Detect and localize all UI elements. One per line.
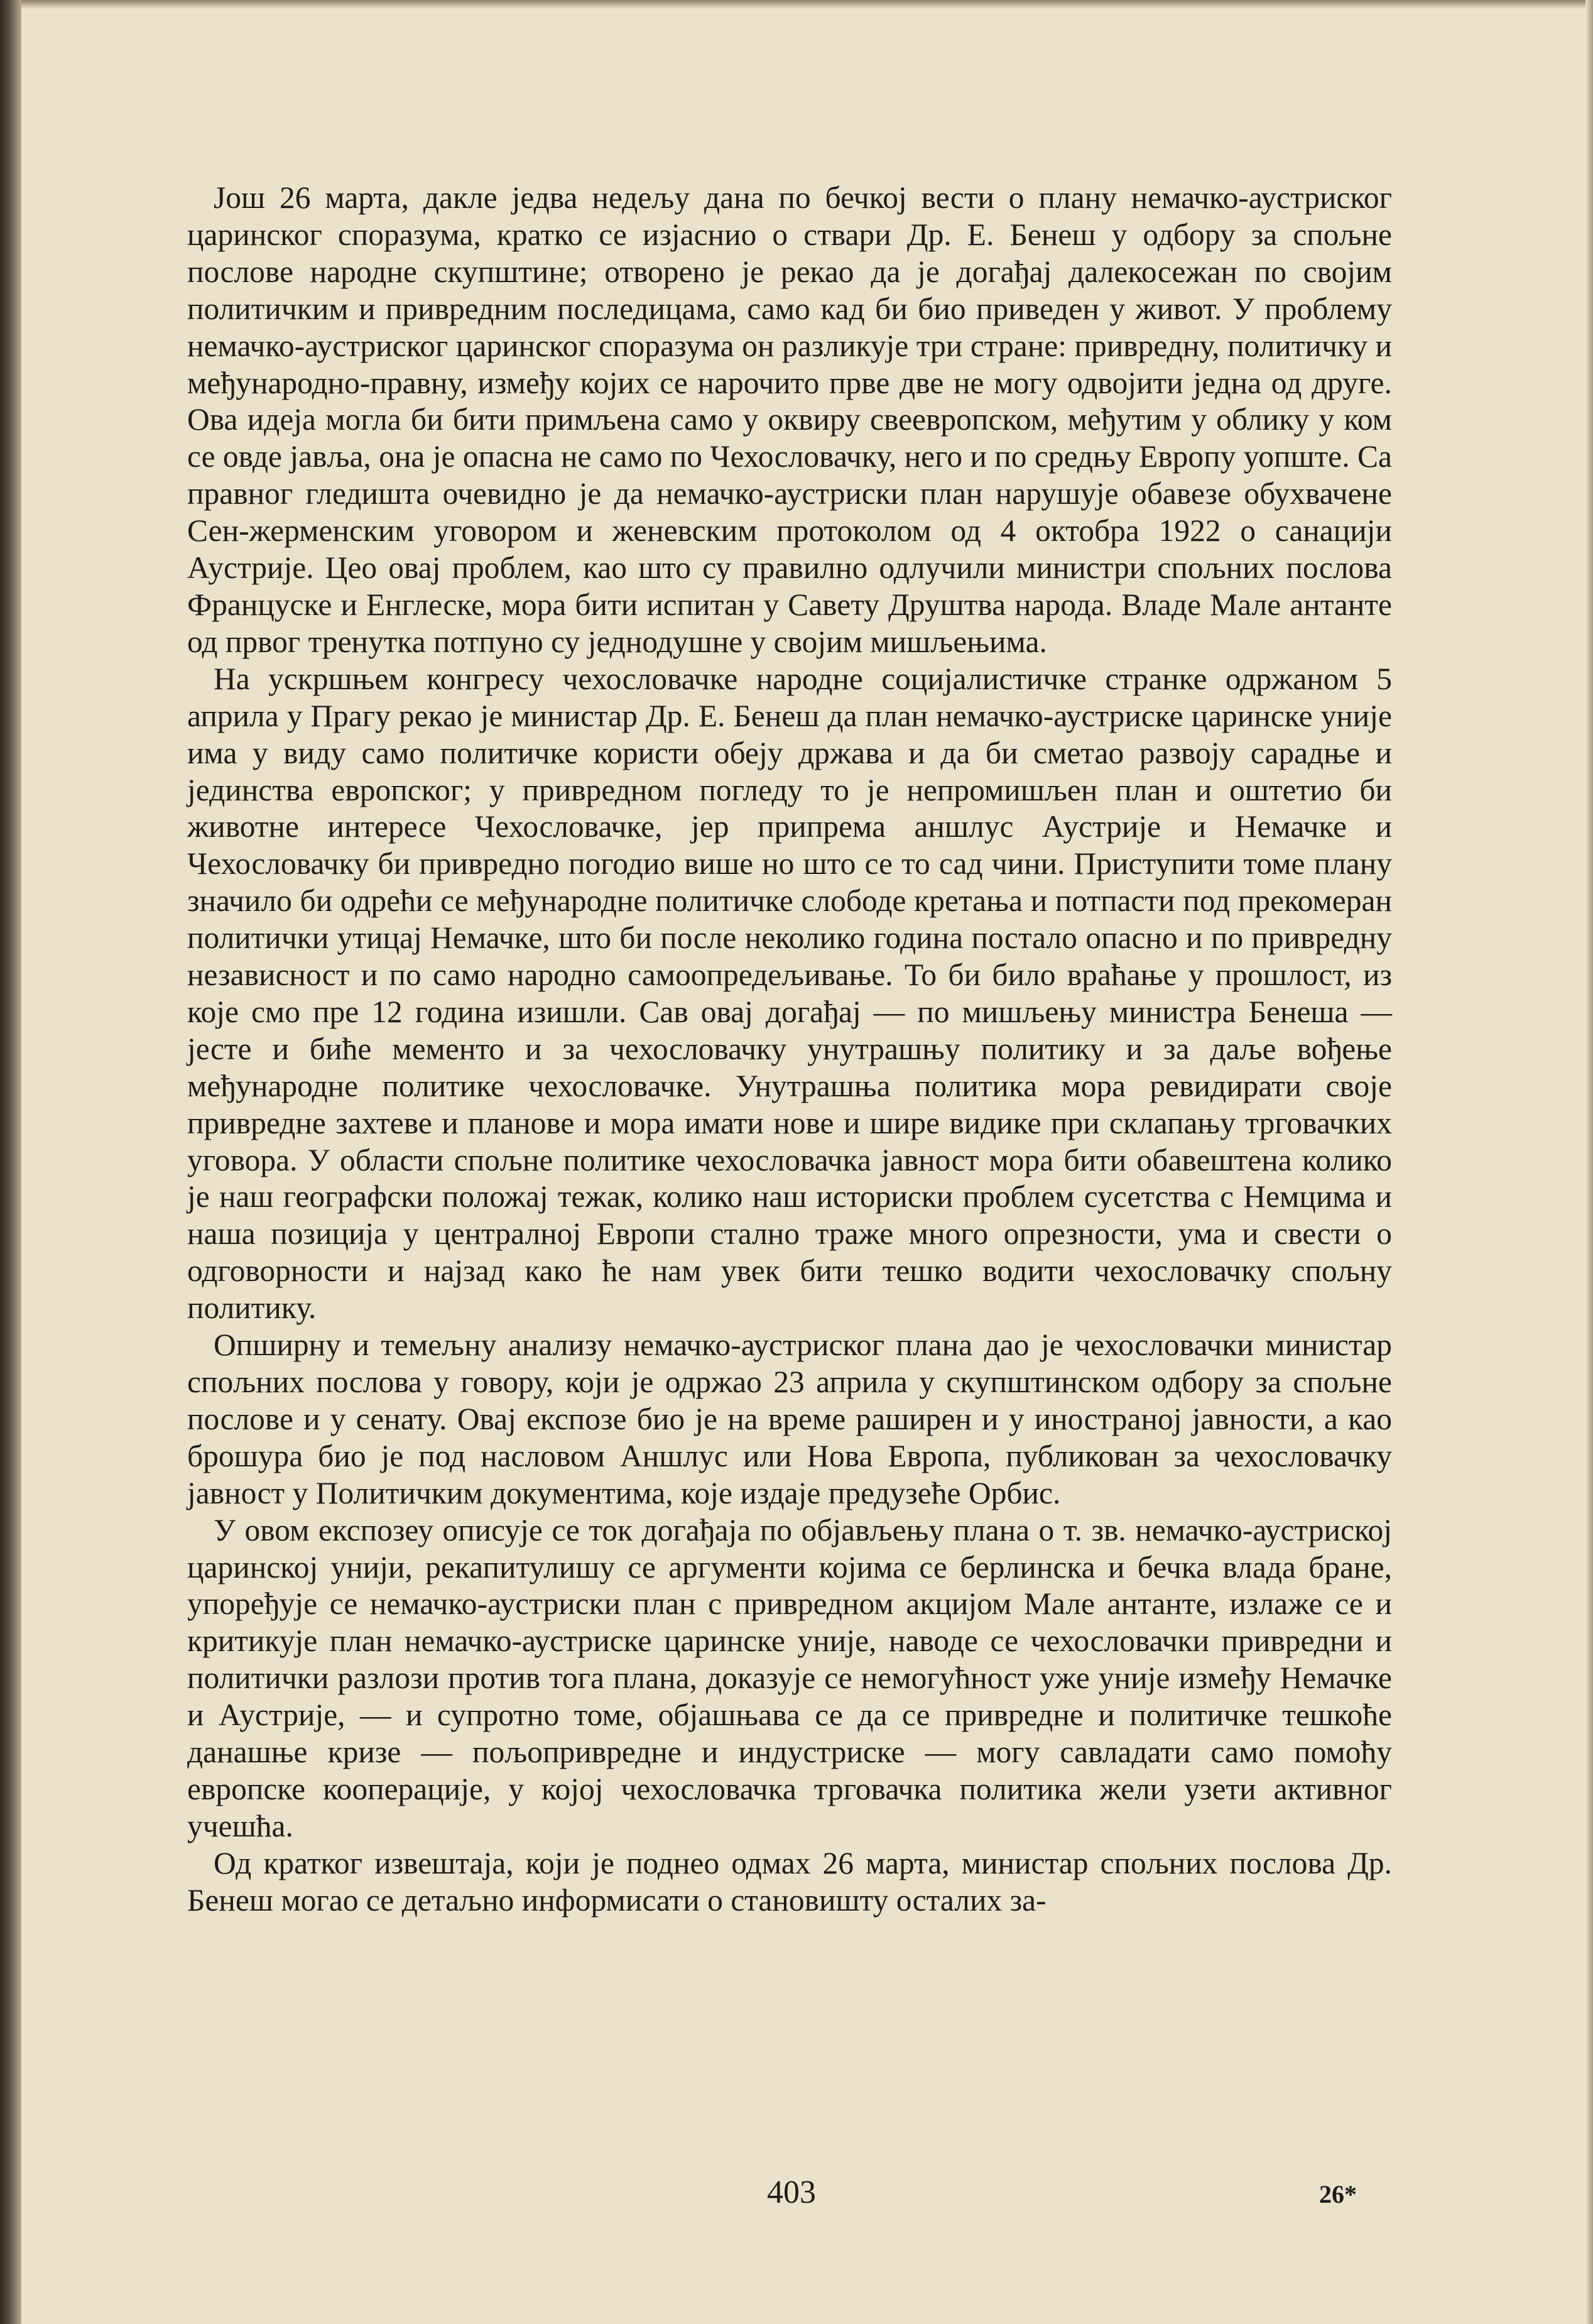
page-number: 403 bbox=[767, 2174, 816, 2210]
scan-top-edge bbox=[0, 0, 1593, 9]
scan-right-edge bbox=[1585, 0, 1593, 2324]
signature-mark: 26* bbox=[1319, 2180, 1357, 2208]
paragraph-2: На ускршњем конгресу чехословачке народне социјалистичке странке одржаном 5 априла у Прагу рекао је министар Др. Е. Бенеш да план немачко-аустриске царинске уније има у виду само политичке користи обеју држава и да би сметао развоју сарадње и јединства европског; у привредном погледу то је непромишљен план и оштетио би животне интересе Чехословачке, јер припрема аншлус Аустрије и Немачке и Чехословачку би привредно погодио више но што се то сад чини. Приступити томе плану значило би одрећи се међународне политичке слободе кретања и потпасти под прекомеран политички утицај Немачке, што би после неколико година постало опасно и по привредну независност и по само народно самоопредељивање. То би било враћање у прошлост, из које смо пре 12 година изишли. Сав овај догађај — по мишљењу министра Бенеша — јесте и биће мементо и за чехословачку унутрашњу политику и за даље вођење међународне политике чехословачке. Унутрашња политика мора ревидирати своје привредне захтеве и планове и мора имати нове и шире видике при склапању трговачких уговора. У области спољне политике чехословачка јавност мора бити обавештена колико је наш географски положај тежак, колико наш историски проблем сусетства с Немцима и наша позиција у централној Европи стално траже много опрезности, ума и свести о одговорности и најзад како ће нам увек бити тешко водити чехословачку спољну политику. bbox=[187, 661, 1392, 1326]
paragraph-5: Од кратког извештаја, који је поднео одмах 26 марта, министар спољних послова Др. Бенеш могао се детаљно информисати о становишту осталих за- bbox=[187, 1845, 1392, 1918]
paragraph-4: У овом експозеу описује се ток догађаја по објављењу плана о т. зв. немачко-аустриској царинској унији, рекапитулишу се аргументи којима се берлинска и бечка влада бране, упоређује се немачко-аустриски план с привредном акцијом Мале антанте, излаже се и критикује план немачко-аустриске царинске уније, наводе се чехословачки привредни и политички разлози против тога плана, доказује се немогућност уже уније између Немачке и Аустрије, — и супротно томе, објашњава се да се привредне и политичке тешкоће данашње кризе — пољопривредне и индустриске — могу савладати само помоћу европске кооперације, у којој чехословачка трговачка политика жели узети активног учешћа. bbox=[187, 1512, 1392, 1843]
paragraph-1: Још 26 марта, дакле једва недељу дана по бечкој вести о плану немачко-аустриског царинског споразума, кратко се изјаснио о ствари Др. Е. Бенеш у одбору за спољне послове народне скупштине; отворено је рекао да је догађај далекосежан по својим политичким и привредним последицама, само кад би био приведен у живот. У проблему немачко-аустриског царинског споразума он разликује три стране: привредну, политичку и међународно-правну, између којих се нарочито прве две не могу одвојити једна од друге. Ова идеја могла би бити примљена само у оквиру свеевропском, међутим у облику у ком се овде јавља, она је опасна не само по Чехословачку, него и по средњу Европу уопште. Са правног гледишта очевидно је да немачко-аустриски план нарушује обавезе обухвачене Сен-жерменским уговором и женевским протоколом од 4 октобра 1922 о санацији Аустрије. Цео овај проблем, као што су правилно одлучили министри спољних послова Француске и Енглеске, мора бити испитан у Савету Друштва народа. Владе Мале антанте од првог тренутка потпуно су једнодушне у својим мишљењима. bbox=[187, 180, 1392, 659]
page-body-text bbox=[187, 180, 1392, 1919]
scan-left-edge bbox=[0, 0, 21, 2324]
paragraph-3: Опширну и темељну анализу немачко-аустриског плана дао је чехословачки министар спољних послова у говору, који је одржао 23 априла у скупштинском одбору за спољне послове и у сенату. Овај експозе био је на време раширен и у иностраној јавности, а као брошура био је под насловом Аншлус или Нова Европа, публикован за чехословачку јавност у Политичким документима, које издаје предузеће Орбис. bbox=[187, 1328, 1392, 1510]
